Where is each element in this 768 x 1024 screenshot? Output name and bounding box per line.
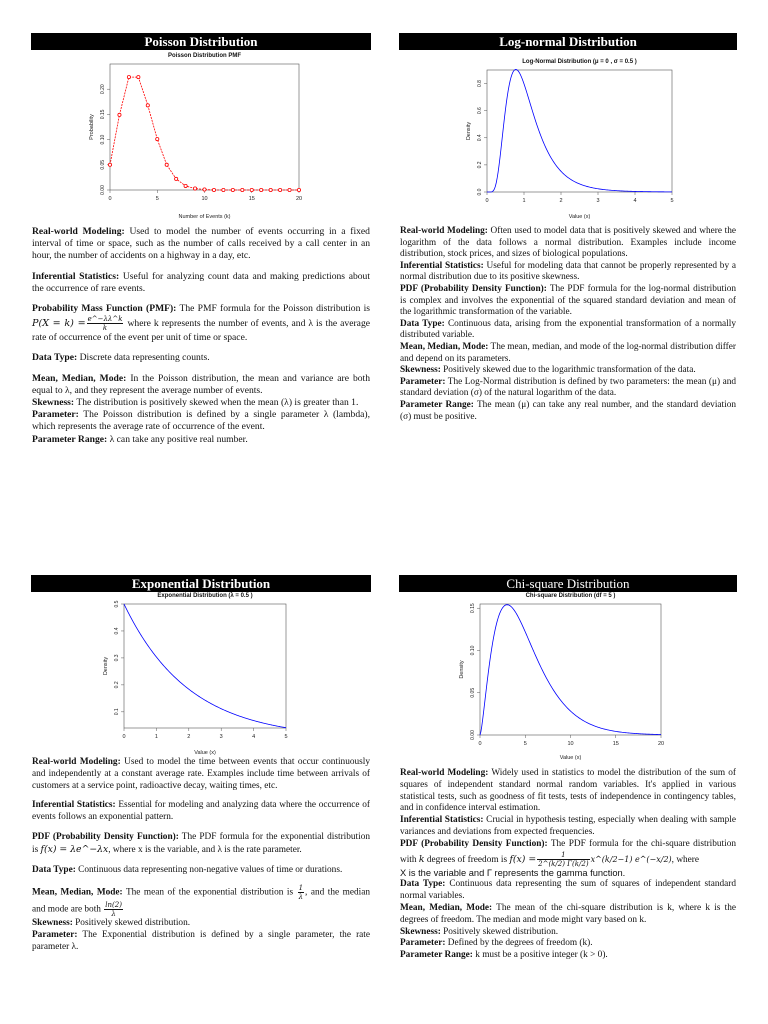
chisquare-text <box>400 768 736 962</box>
exponential-pdf: PDF (Probability Density Function): The PDF formula for the exponential distribution is f(x) = λe^−λx, where x is the variable, and λ is the rate parameter. <box>32 831 371 855</box>
exponential-pdf-chart <box>92 591 292 756</box>
x-tick-label: 1 <box>522 198 526 204</box>
x-axis-label: Value (x) <box>559 755 582 761</box>
x-tick-label: 3 <box>596 198 600 204</box>
poisson-header: Poisson Distribution <box>31 33 371 50</box>
chisquare-inferential: Inferential Statistics: Crucial in hypothesis testing, especially when dealing with sample variances and deviations from expected frequencies. <box>400 815 736 837</box>
lognormal-mmm: Mean, Median, Mode: The mean, median, and mode of the log-normal distribution differ and depend on its parameters. <box>400 341 736 364</box>
chisquare-section <box>399 575 737 592</box>
chisquare-skewness: Skewness: Positively skewed distribution. <box>400 926 559 937</box>
exponential-mmm: Mean, Median, Mode: The mean of the exponential distribution is $\frac{1}{\lambda}$ , and the median and mode are both $\frac{\ln(2)}{\lambda}$ <box>32 884 370 919</box>
poisson-pmf-chart <box>80 50 305 220</box>
exponential-datatype: Data Type: Continuous data representing non-negative values of time or durations. <box>32 864 343 875</box>
y-tick-label: 0.05 <box>470 687 476 698</box>
series-line <box>480 605 661 735</box>
chisquare-datatype: Data Type: Continuous data representing the sum of squares of independent standard normal variables. <box>400 879 736 902</box>
y-tick-label: 0.1 <box>114 708 120 716</box>
x-tick-label: 20 <box>295 196 303 202</box>
poisson-pmf: Probability Mass Function (PMF): The PMF formula for the Poisson distribution is P(X = k) = $\frac{e\^{}-\lambda\lambda\^{}k}{k}$ where k represents the number of events, and λ is the average rate of occurrence of the event per unit of time or space. <box>32 303 370 344</box>
y-tick-label: 0.0 <box>477 188 483 196</box>
data-point <box>165 163 168 166</box>
chisquare-header: Chi-square Distribution <box>399 575 737 592</box>
x-tick-label: 15 <box>248 196 255 202</box>
lognormal-text <box>400 226 736 423</box>
lognormal-pdf-chart <box>455 55 680 220</box>
data-point <box>203 188 206 191</box>
data-point <box>288 188 291 191</box>
x-tick-label: 4 <box>252 734 256 740</box>
data-point <box>250 188 253 191</box>
lognormal-pdf: PDF (Probability Density Function): The PDF formula for the log-normal distribution is complex and involves the exponential of the squared standard deviation and mean of the logarithmic transformation of the variable. <box>400 283 737 318</box>
y-tick-label: 0.4 <box>477 134 483 142</box>
lognormal-inferential: Inferential Statistics: Useful for modeling data that cannot be properly represented by a normal distribution due to its positive skewness. <box>400 260 737 283</box>
chisquare-modeling: Real-world Modeling: Widely used in statistics to model the distribution of the sum of squares of independent standard normal random variables. It's applied in various statistical tests, such as goodness of fit tests, tests of independence in contingency tables, and in confidence interval estimation. <box>400 768 736 814</box>
plot-frame <box>110 64 299 190</box>
plot-frame <box>480 604 661 735</box>
data-point <box>156 137 159 140</box>
x-tick-label: 2 <box>187 734 191 740</box>
chart-title: Log-Normal Distribution (μ = 0 , σ = 0.5 ) <box>522 59 637 65</box>
poisson-pmf-formula: P(X = k) = $\frac{e\^{}-\lambda\lambda\^{}k}{k}$ <box>32 315 123 333</box>
x-tick-label: 3 <box>219 734 223 740</box>
series-line <box>124 604 286 728</box>
y-tick-label: 0.00 <box>470 730 476 740</box>
chisquare-mmm: Mean, Median, Mode: The mean of the chi-square distribution is k, where k is the degrees of freedom. The median and mode might vary based on k. <box>400 902 737 925</box>
x-tick-label: 15 <box>612 741 619 747</box>
poisson-modeling: Real-world Modeling: Used to model the number of events occurring in a fixed interval of time or space, such as the number of calls received by a call center in an hour, the number of accidents on a highway in a day, etc. <box>32 226 370 262</box>
x-tick-label: 4 <box>633 198 637 204</box>
chart-svg <box>92 591 292 756</box>
series-line <box>110 77 299 190</box>
data-point <box>108 163 111 166</box>
x-tick-label: 0 <box>108 196 112 202</box>
chart-title: Chi-square Distribution (df = 5 ) <box>525 593 616 599</box>
poisson-parameter-range: Parameter Range: λ can take any positive real number. <box>32 433 248 445</box>
data-point <box>297 188 300 191</box>
plot-frame <box>124 604 286 728</box>
y-tick-label: 0.15 <box>100 109 106 120</box>
chisquare-pdf: PDF (Probability Density Function): The PDF formula for the chi-square distribution with k degrees of freedom is f(x) = $\frac{1}{2\^{}(k/2) \Gamma(k/2)}$ x^(k/2−1) e^(−x/2), where <box>400 838 737 868</box>
data-point <box>260 188 263 191</box>
x-tick-label: 10 <box>567 741 574 747</box>
y-tick-label: 0.6 <box>477 107 483 115</box>
chisquare-pdf-formula: f(x) = $\frac{1}{2\^{}(k/2) \Gamma(k/2)}$ x^(k/2−1) e^(−x/2) <box>509 850 672 868</box>
chisquare-pdf-note: X is the variable and Γ represents the gamma function. <box>400 867 626 878</box>
y-tick-label: 0.10 <box>100 134 106 145</box>
exponential-inferential: Inferential Statistics: Essential for modeling and analyzing data where the occurrence of events follows an exponential pattern. <box>32 800 371 823</box>
exponential-text <box>32 757 370 954</box>
y-axis-label: Density <box>466 121 472 141</box>
lognormal-parameter-range: Parameter Range: The mean (μ) can take any real number, and the standard deviation (σ) must be positive. <box>400 399 737 422</box>
y-tick-label: 0.4 <box>114 627 120 635</box>
poisson-inferential: Inferential Statistics: Useful for analyzing count data and making predictions about the occurrence of rare events. <box>32 270 371 294</box>
chart-svg <box>448 591 673 761</box>
plot-frame <box>487 70 672 192</box>
x-tick-label: 5 <box>670 198 674 204</box>
y-axis-label: Density <box>459 660 465 679</box>
data-point <box>184 184 187 187</box>
lognormal-header: Log-normal Distribution <box>399 33 737 50</box>
exponential-modeling: Real-world Modeling: Used to model the time between events that occur continuously and independently at a constant average rate. Examples include time between arrivals of customers at a service point, radioactive decay, waiting times, etc. <box>32 757 370 791</box>
x-tick-label: 5 <box>284 734 288 740</box>
chart-title: Exponential Distribution (λ = 0.5 ) <box>157 593 253 599</box>
chisquare-pdf-chart <box>448 591 673 761</box>
y-tick-label: 0.15 <box>470 603 476 614</box>
series-line <box>487 69 672 192</box>
exponential-pdf-formula: f(x) = λe^−λx <box>40 843 109 855</box>
data-point <box>279 188 282 191</box>
x-tick-label: 5 <box>155 196 159 202</box>
poisson-datatype: Data Type: Discrete data representing counts. <box>32 352 210 364</box>
y-tick-label: 0.8 <box>477 80 483 88</box>
lognormal-parameter: Parameter: The Log-Normal distribution is defined by two parameters: the mean (μ) and standard deviation (σ) of the natural logarithm of the data. <box>400 376 737 399</box>
x-tick-label: 1 <box>154 734 158 740</box>
x-axis-label: Value (x) <box>194 750 216 756</box>
poisson-parameter: Parameter: The Poisson distribution is defined by a single parameter λ (lambda), which represents the average rate of occurrence of the event. <box>32 409 370 433</box>
y-tick-label: 0.20 <box>100 84 106 95</box>
x-tick-label: 5 <box>523 741 527 747</box>
data-point <box>146 104 149 107</box>
x-tick-label: 2 <box>559 198 563 204</box>
chart-svg <box>455 55 680 220</box>
data-point <box>222 188 225 191</box>
poisson-text <box>32 226 370 446</box>
poisson-skewness: Skewness: The distribution is positively skewed when the mean (λ) is greater than 1. <box>32 397 359 409</box>
y-tick-label: 0.05 <box>100 159 106 170</box>
exponential-parameter: Parameter: The Exponential distribution is defined by a single parameter, the rate parameter λ. <box>32 930 371 952</box>
x-tick-label: 0 <box>478 741 482 747</box>
y-axis-label: Probability <box>89 114 95 140</box>
y-tick-label: 0.10 <box>470 645 476 656</box>
data-point <box>241 188 244 191</box>
data-point <box>127 76 130 79</box>
x-axis-label: Number of Events (k) <box>178 214 231 220</box>
exponential-skewness: Skewness: Positively skewed distribution. <box>32 918 191 929</box>
exponential-section <box>31 575 371 592</box>
x-tick-label: 20 <box>657 741 665 747</box>
exponential-header: Exponential Distribution <box>31 575 371 592</box>
data-point <box>212 188 215 191</box>
y-tick-label: 0.3 <box>114 654 120 662</box>
poisson-mmm: Mean, Median, Mode: In the Poisson distribution, the mean and variance are both equal to λ, and they represent the average number of events. <box>32 372 370 396</box>
chart-title: Poisson Distribution PMF <box>168 53 241 59</box>
data-point <box>193 187 196 190</box>
lognormal-datatype: Data Type: Continuous data, arising from the exponential transformation of a normally distributed variable. <box>400 318 736 341</box>
lognormal-skewness: Skewness: Positively skewed due to the logarithmic transformation of the data. <box>400 365 696 376</box>
y-tick-label: 0.00 <box>100 185 106 195</box>
lognormal-section <box>399 33 737 50</box>
x-tick-label: 10 <box>201 196 208 202</box>
y-tick-label: 0.5 <box>114 600 120 608</box>
y-tick-label: 0.2 <box>114 681 120 689</box>
x-tick-label: 0 <box>122 734 126 740</box>
y-tick-label: 0.2 <box>477 161 483 169</box>
chart-svg <box>80 50 305 220</box>
x-tick-label: 0 <box>485 198 489 204</box>
lognormal-modeling: Real-world Modeling: Often used to model data that is positively skewed and where the logarithm of the data follows a normal distribution. Examples include income distribution, stock prices, and sizes of biological populations. <box>400 226 736 260</box>
data-point <box>231 188 234 191</box>
x-axis-label: Value (x) <box>568 214 591 220</box>
chisquare-parameter-range: Parameter Range: k must be a positive integer (k > 0). <box>400 950 608 961</box>
chisquare-parameter: Parameter: Defined by the degrees of freedom (k). <box>400 938 593 949</box>
data-point <box>118 113 121 116</box>
data-point <box>175 177 178 180</box>
data-point <box>137 76 140 79</box>
data-point <box>269 188 272 191</box>
poisson-section <box>31 33 371 50</box>
y-axis-label: Density <box>103 656 109 676</box>
